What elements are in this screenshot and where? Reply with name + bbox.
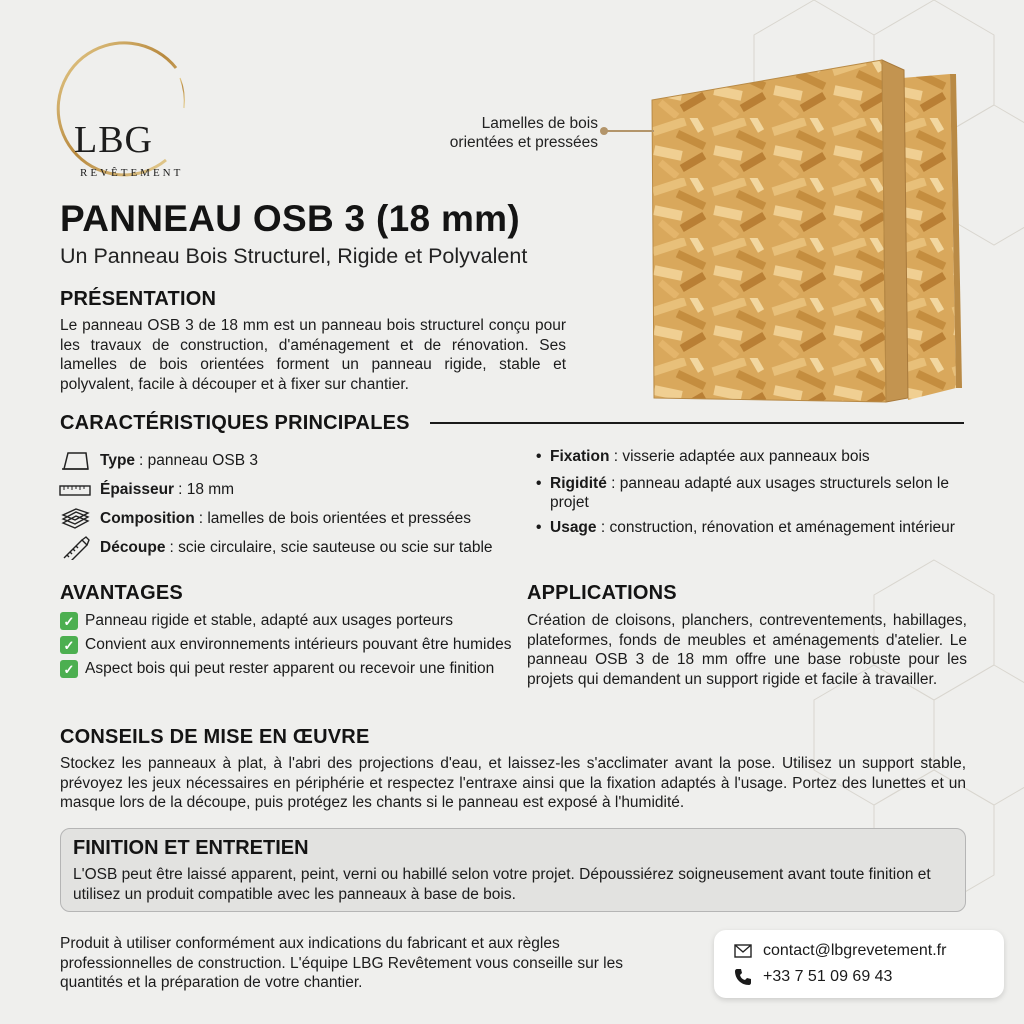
advice-text: Stockez les panneaux à plat, à l'abri des projections d'eau, et laissez-les s'acclimater avant la pose. Utilisez un support stable, prévoyez les jeux nécessaires en périphérie et respectez l'entraxe ainsi que la fixation adaptés à l'usage. Portez des lunettes et un masque lors de la découpe, puis protégez les chants si le panneau est exposé à l'humidité. [60, 755, 966, 811]
spec-value: : scie circulaire, scie sauteuse ou scie sur table [169, 538, 493, 556]
callout-line [604, 130, 654, 132]
applications-heading: APPLICATIONS [527, 582, 677, 604]
spec-value: : panneau adapté aux usages structurels selon le projet [550, 475, 949, 511]
advantage-text: Panneau rigide et stable, adapté aux usages porteurs [85, 612, 453, 629]
spec-value: : visserie adaptée aux panneaux bois [609, 448, 870, 465]
panel-icon [58, 450, 92, 472]
list-item [60, 659, 520, 678]
spec-key: Fixation [550, 448, 610, 465]
layers-icon [58, 508, 92, 530]
presentation-text: Le panneau OSB 3 de 18 mm est un panneau bois structurel conçu pour les travaux de construction, d'aménagement et de rénovation. Ses lamelles de bois orientées forment un panneau rigide, stable et polyvalent, facile à découper et à fixer sur chantier. [60, 317, 566, 393]
finish-heading: FINITION ET ENTRETIEN [73, 837, 309, 859]
brand-logo [56, 38, 206, 178]
footer-text: Produit à utiliser conformément aux indications du fabricant et aux règles professionnelles de construction. L'équipe LBG Revêtement vous conseille sur les quantités et la préparation de votre chantier. [60, 935, 623, 991]
panel-callout-label: Lamelles de bois orientées et pressées [449, 115, 598, 151]
advice-heading: CONSEILS DE MISE EN ŒUVRE [60, 726, 370, 748]
specs-heading: CARACTÉRISTIQUES PRINCIPALES [60, 412, 410, 434]
page-title: PANNEAU OSB 3 (18 mm) [60, 198, 520, 239]
specs-left-list [58, 446, 528, 562]
spec-key: Composition [100, 509, 195, 527]
checkmark-icon: ✓ [60, 636, 78, 654]
spec-item [58, 504, 528, 533]
bullet-icon: • [536, 475, 542, 492]
contact-email-row[interactable] [734, 942, 946, 960]
spec-item [536, 447, 976, 466]
osb-panel-image [650, 58, 970, 408]
spec-item [58, 475, 528, 504]
section-divider [430, 422, 964, 424]
specs-right-list [536, 447, 976, 543]
advantages-heading: AVANTAGES [60, 582, 183, 604]
logo-text: LBG [74, 119, 153, 161]
spec-key: Type [100, 451, 136, 469]
spec-key: Rigidité [550, 475, 607, 492]
spec-key: Usage [550, 519, 597, 536]
contact-card [714, 930, 1004, 998]
page-subtitle: Un Panneau Bois Structurel, Rigide et Polyvalent [60, 244, 528, 268]
spec-key: Épaisseur [100, 480, 175, 498]
spec-value: : construction, rénovation et aménagement intérieur [596, 519, 955, 536]
logo-tagline: REVÊTEMENT [80, 167, 184, 179]
finish-text: L'OSB peut être laissé apparent, peint, verni ou habillé selon votre projet. Dépoussiérez soigneusement avant toute finition et utilisez un produit compatible avec les panneaux à base de bois. [73, 866, 931, 903]
advantage-text: Aspect bois qui peut rester apparent ou recevoir une finition [85, 660, 495, 677]
envelope-icon [734, 942, 754, 960]
advantage-text: Convient aux environnements intérieurs pouvant être humides [85, 636, 512, 653]
checkmark-icon: ✓ [60, 660, 78, 678]
spec-value: : 18 mm [178, 480, 235, 498]
contact-phone[interactable]: +33 7 51 09 69 43 [763, 968, 893, 985]
callout-dot [600, 127, 608, 135]
presentation-heading: PRÉSENTATION [60, 288, 217, 310]
spec-key: Découpe [100, 538, 166, 556]
advantages-list [60, 611, 520, 683]
list-item [60, 611, 520, 630]
contact-email[interactable]: contact@lbgrevetement.fr [763, 942, 947, 959]
contact-phone-row[interactable] [734, 968, 892, 986]
checkmark-icon: ✓ [60, 612, 78, 630]
saw-icon [58, 537, 92, 559]
phone-icon [734, 968, 754, 986]
spec-value: : panneau OSB 3 [139, 451, 258, 469]
applications-text: Création de cloisons, planchers, contreventements, habillages, plateformes, fonds de meubles et aménagements d'atelier. Le panneau OSB 3 de 18 mm offre une base robuste pour les projets qui demandent un support rigide et facile à travailler. [527, 612, 967, 688]
bullet-icon: • [536, 448, 542, 465]
spec-item [536, 518, 976, 537]
spec-item [536, 474, 976, 512]
spec-value: : lamelles de bois orientées et pressées [198, 509, 471, 527]
list-item [60, 635, 520, 654]
spec-item [58, 446, 528, 475]
ruler-icon [58, 479, 92, 501]
bullet-icon: • [536, 519, 542, 536]
spec-item [58, 533, 528, 562]
finish-box [60, 828, 966, 912]
